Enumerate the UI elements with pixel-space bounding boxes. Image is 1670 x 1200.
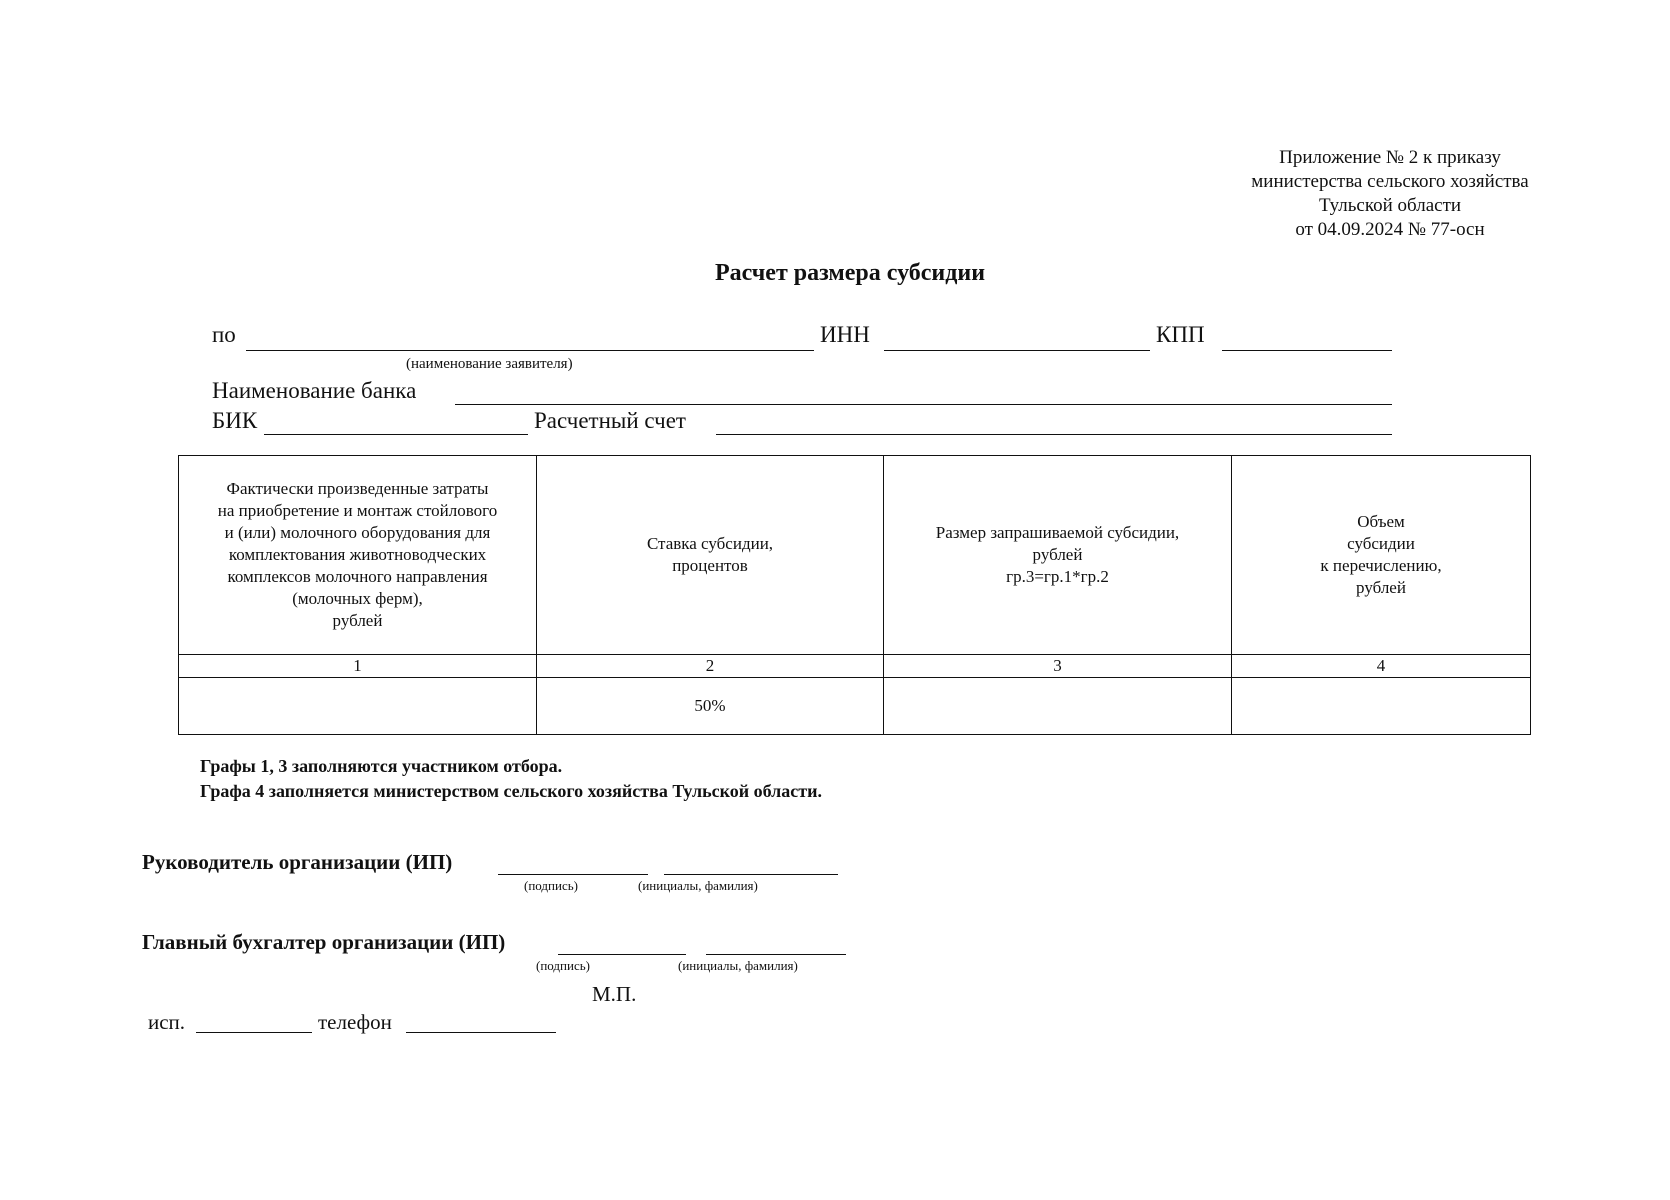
accountant-label: Главный бухгалтер организации (ИП) bbox=[142, 930, 506, 954]
requested-cell[interactable] bbox=[884, 678, 1232, 735]
phone-field[interactable] bbox=[406, 1032, 556, 1033]
column-number: 3 bbox=[884, 655, 1232, 678]
table-number-row bbox=[179, 655, 1531, 678]
stamp-label: М.П. bbox=[592, 982, 637, 1006]
column-number: 2 bbox=[537, 655, 884, 678]
executor-field[interactable] bbox=[196, 1032, 312, 1033]
subsidy-table bbox=[178, 455, 1531, 735]
header-cell-transfer: Объем субсидии к перечислению, рублей bbox=[1232, 456, 1531, 655]
column-number: 1 bbox=[179, 655, 537, 678]
note-line: Графы 1, 3 заполняются участником отбора. bbox=[200, 756, 563, 776]
table-row bbox=[179, 678, 1531, 735]
document-title: Расчет размера субсидии bbox=[714, 260, 986, 286]
bank-label: Наименование банка bbox=[212, 378, 417, 403]
rate-cell: 50% bbox=[537, 678, 884, 735]
table-header-row bbox=[179, 456, 1531, 655]
executor-label: исп. bbox=[148, 1010, 186, 1034]
inn-label: ИНН bbox=[820, 322, 870, 347]
head-signature-hint: (подпись) bbox=[524, 878, 578, 893]
phone-label: телефон bbox=[318, 1010, 392, 1034]
transfer-cell bbox=[1232, 678, 1531, 735]
inn-field[interactable] bbox=[884, 350, 1150, 351]
bik-label: БИК bbox=[212, 408, 258, 433]
bik-field[interactable] bbox=[264, 434, 528, 435]
kpp-field[interactable] bbox=[1222, 350, 1392, 351]
account-label: Расчетный счет bbox=[534, 408, 686, 433]
column-number: 4 bbox=[1232, 655, 1531, 678]
accountant-name-field[interactable] bbox=[706, 954, 846, 955]
header-cell-expenses: Фактически произведенные затраты на приобретение и монтаж стойлового и (или) молочного оборудования для комплектования животноводческих комплексов молочного направления (молочных ферм), рублей bbox=[179, 456, 537, 655]
head-name-hint: (инициалы, фамилия) bbox=[638, 878, 758, 893]
po-label: по bbox=[212, 322, 236, 347]
note-line: Графа 4 заполняется министерством сельского хозяйства Тульской области. bbox=[200, 781, 822, 801]
applicant-hint: (наименование заявителя) bbox=[406, 356, 573, 372]
applicant-name-field[interactable] bbox=[246, 350, 814, 351]
head-label: Руководитель организации (ИП) bbox=[142, 850, 453, 874]
expenses-cell[interactable] bbox=[179, 678, 537, 735]
accountant-name-hint: (инициалы, фамилия) bbox=[678, 958, 798, 973]
kpp-label: КПП bbox=[1156, 322, 1205, 347]
appendix-line: Тульской области bbox=[1318, 195, 1462, 216]
head-name-field[interactable] bbox=[664, 874, 838, 875]
notes-block bbox=[200, 754, 822, 804]
appendix-line: Приложение № 2 к приказу bbox=[1279, 147, 1501, 168]
head-signature-field[interactable] bbox=[498, 874, 648, 875]
bank-name-field[interactable] bbox=[455, 404, 1392, 405]
account-field[interactable] bbox=[716, 434, 1392, 435]
header-cell-requested: Размер запрашиваемой субсидии, рублей гр.3=гр.1*гр.2 bbox=[884, 456, 1232, 655]
accountant-signature-field[interactable] bbox=[558, 954, 686, 955]
appendix-line: от 04.09.2024 № 77-осн bbox=[1295, 219, 1485, 240]
accountant-signature-hint: (подпись) bbox=[536, 958, 590, 973]
header-cell-rate: Ставка субсидии, процентов bbox=[537, 456, 884, 655]
appendix-header bbox=[1180, 146, 1600, 242]
appendix-line: министерства сельского хозяйства bbox=[1251, 171, 1529, 192]
